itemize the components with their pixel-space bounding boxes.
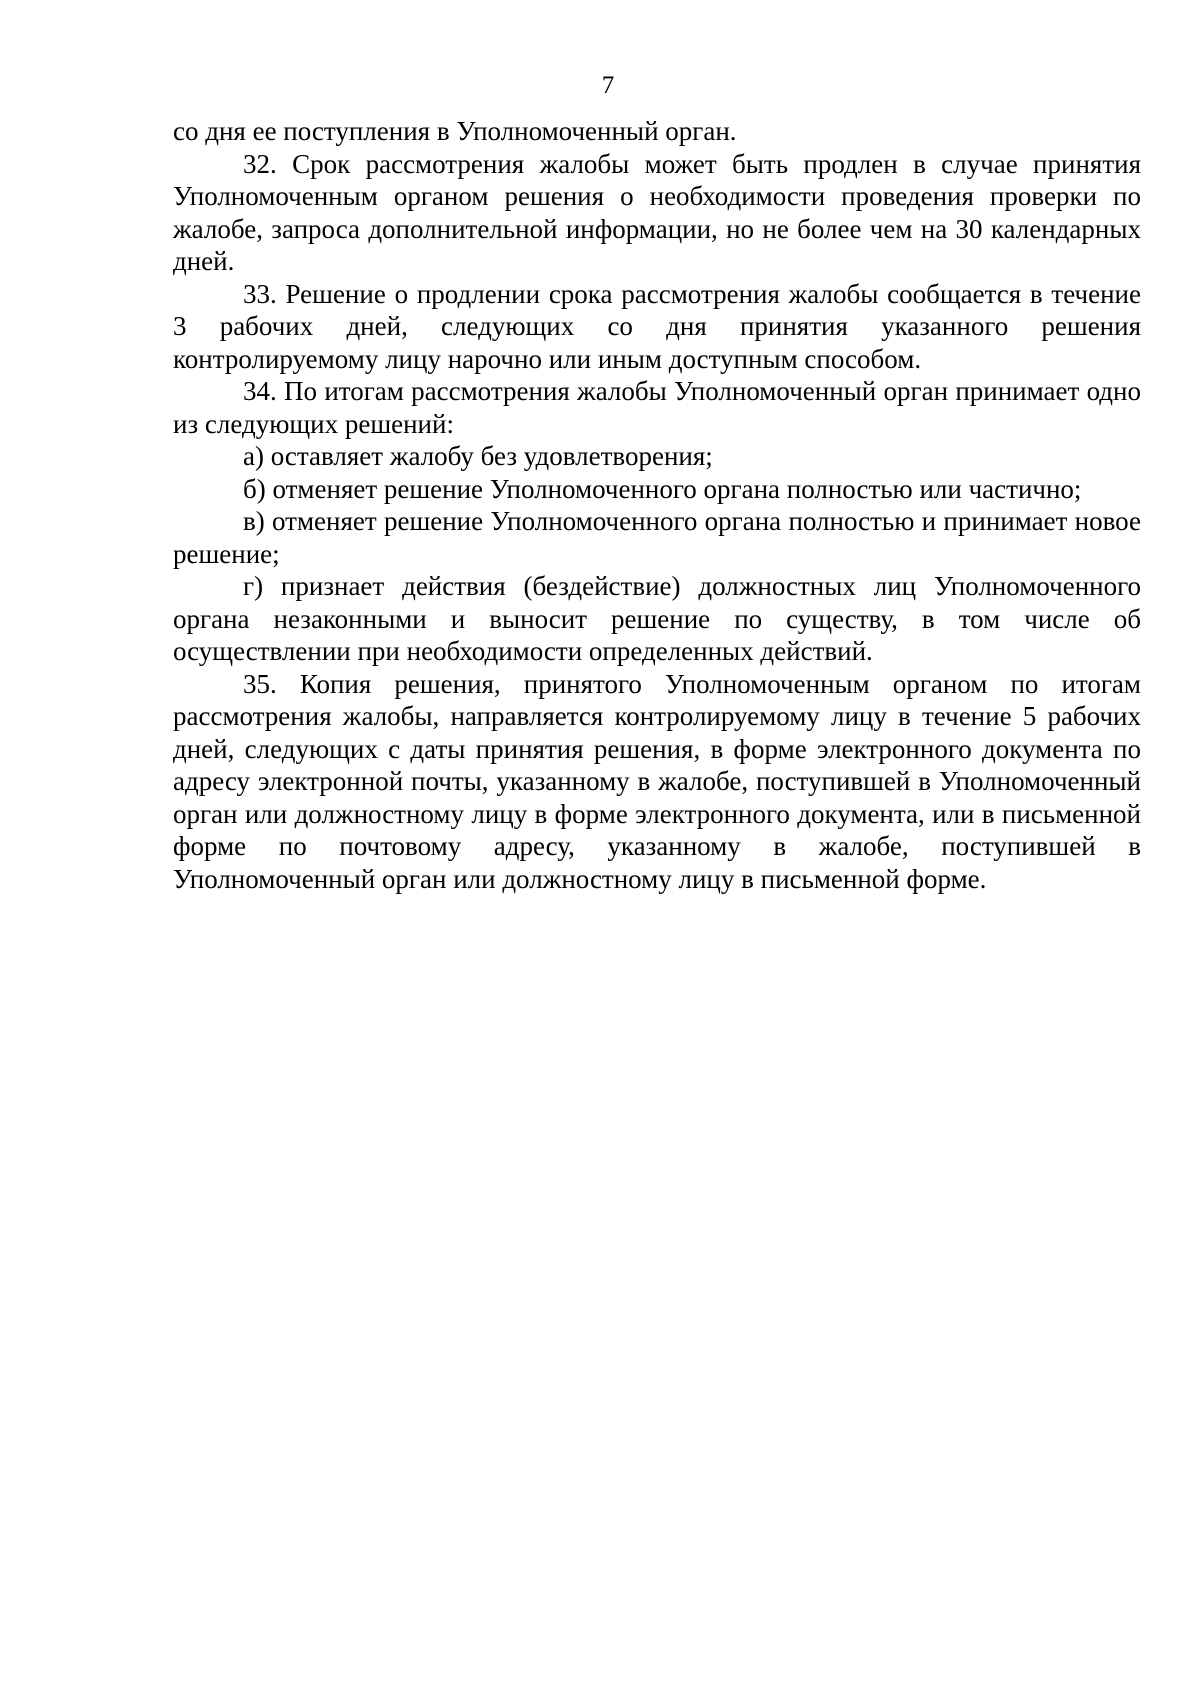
paragraph-34-item-a: а) оставляет жалобу без удовлетворения; xyxy=(243,441,713,471)
paragraph-continuation: со дня ее поступления в Уполномоченный орган. xyxy=(173,116,737,146)
page-number: 7 xyxy=(601,72,615,99)
document-body xyxy=(173,115,1141,895)
paragraph-34-item-c: в) отменяет решение Уполномоченного органа полностью и принимает новое решение; xyxy=(173,506,1141,569)
paragraph-34-item-b: б) отменяет решение Уполномоченного органа полностью или частично; xyxy=(243,473,1082,504)
paragraph-32: 32. Срок рассмотрения жалобы может быть продлен в случае принятия Уполномоченным органом решения о необходимости проведения проверки по жалобе, запроса дополнительной информации, но не более чем на 30 календарных дней. xyxy=(173,148,1141,276)
paragraph-34: 34. По итогам рассмотрения жалобы Уполномоченный орган принимает одно из следующих решений: xyxy=(173,376,1141,439)
paragraph-34-item-d: г) признает действия (бездействие) должностных лиц Уполномоченного органа незаконными и выносит решение по существу, в том числе об осуществлении при необходимости определенных действий. xyxy=(173,571,1141,666)
paragraph-33: 33. Решение о продлении срока рассмотрения жалобы сообщается в течение 3 рабочих дней, следующих со дня принятия указанного решения контролируемому лицу нарочно или иным доступным способом. xyxy=(173,278,1141,374)
paragraph-35: 35. Копия решения, принятого Уполномоченным органом по итогам рассмотрения жалобы, направляется контролируемому лицу в течение 5 рабочих дней, следующих с даты принятия решения, в форме электронного документа по адресу электронной почты, указанному в жалобе, поступившей в Уполномоченный орган или должностному лицу в форме электронного документа, или в письменной форме по почтовому адресу, указанному в жалобе, поступившей в Уполномоченный орган или должностному лицу в письменной форме. xyxy=(173,668,1141,894)
